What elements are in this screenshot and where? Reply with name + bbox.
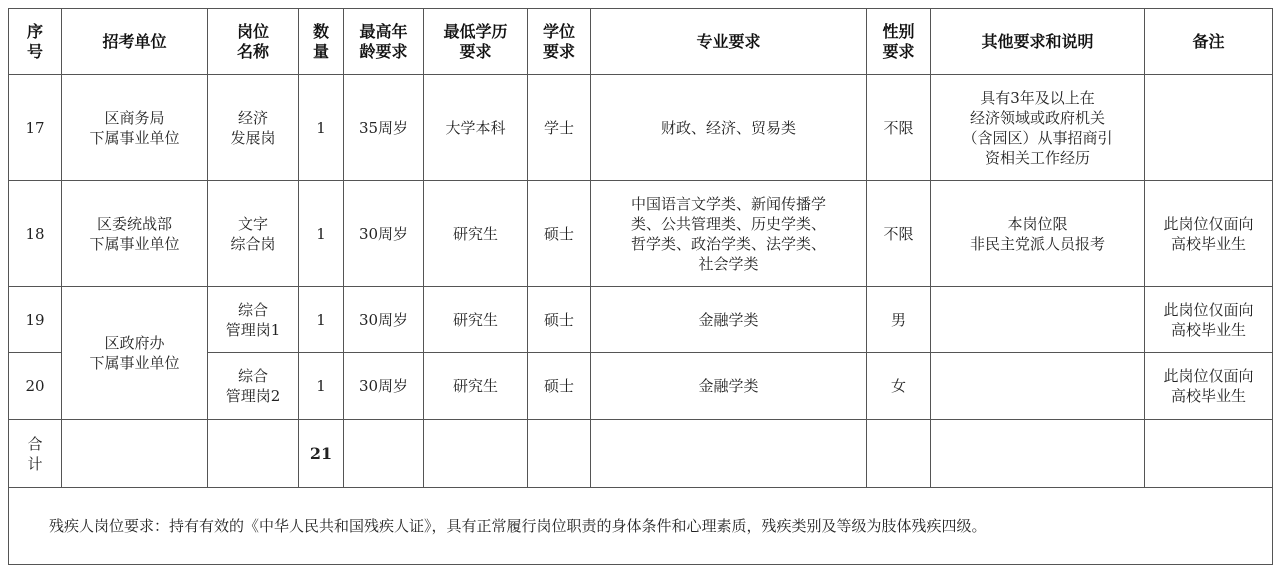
total-empty-cell xyxy=(62,420,208,488)
table-row xyxy=(9,181,1273,287)
cell-remark: 此岗位仅面向 高校毕业生 xyxy=(1145,181,1273,287)
total-empty-cell xyxy=(931,420,1145,488)
cell-position: 文字 综合岗 xyxy=(208,181,299,287)
header-other: 其他要求和说明 xyxy=(931,9,1145,75)
cell-seq: 20 xyxy=(9,353,62,420)
cell-remark: 此岗位仅面向 高校毕业生 xyxy=(1145,353,1273,420)
cell-max-age: 30周岁 xyxy=(344,353,424,420)
cell-degree: 学士 xyxy=(528,75,591,181)
header-unit: 招考单位 xyxy=(62,9,208,75)
cell-major: 中国语言文学类、新闻传播学 类、公共管理类、历史学类、 哲学类、政治学类、法学类、 社会学类 xyxy=(591,181,867,287)
cell-max-age: 30周岁 xyxy=(344,181,424,287)
total-empty-cell xyxy=(208,420,299,488)
header-degree: 学位 要求 xyxy=(528,9,591,75)
cell-position: 经济 发展岗 xyxy=(208,75,299,181)
cell-min-edu: 研究生 xyxy=(424,353,528,420)
cell-unit: 区政府办 下属事业单位 xyxy=(62,287,208,420)
cell-count: 1 xyxy=(299,287,344,353)
cell-other xyxy=(931,287,1145,353)
table-row xyxy=(9,287,1273,353)
cell-degree: 硕士 xyxy=(528,287,591,353)
cell-seq: 18 xyxy=(9,181,62,287)
total-label: 合 计 xyxy=(9,420,62,488)
cell-count: 1 xyxy=(299,353,344,420)
cell-max-age: 35周岁 xyxy=(344,75,424,181)
cell-gender: 男 xyxy=(867,287,931,353)
recruitment-table-container xyxy=(8,8,1272,565)
cell-gender: 不限 xyxy=(867,75,931,181)
total-empty-cell xyxy=(528,420,591,488)
cell-major: 金融学类 xyxy=(591,287,867,353)
cell-min-edu: 研究生 xyxy=(424,181,528,287)
cell-major: 财政、经济、贸易类 xyxy=(591,75,867,181)
cell-remark xyxy=(1145,75,1273,181)
cell-other xyxy=(931,353,1145,420)
cell-seq: 17 xyxy=(9,75,62,181)
cell-degree: 硕士 xyxy=(528,353,591,420)
table-row xyxy=(9,75,1273,181)
cell-min-edu: 研究生 xyxy=(424,287,528,353)
header-seq: 序 号 xyxy=(9,9,62,75)
header-major: 专业要求 xyxy=(591,9,867,75)
cell-unit: 区商务局 下属事业单位 xyxy=(62,75,208,181)
header-position: 岗位 名称 xyxy=(208,9,299,75)
header-remark: 备注 xyxy=(1145,9,1273,75)
cell-remark: 此岗位仅面向 高校毕业生 xyxy=(1145,287,1273,353)
table-header-row xyxy=(9,9,1273,75)
cell-gender: 女 xyxy=(867,353,931,420)
header-max-age: 最高年 龄要求 xyxy=(344,9,424,75)
note-row xyxy=(9,488,1273,565)
cell-position: 综合 管理岗1 xyxy=(208,287,299,353)
cell-other: 具有3年及以上在 经济领域或政府机关 （含园区）从事招商引 资相关工作经历 xyxy=(931,75,1145,181)
cell-min-edu: 大学本科 xyxy=(424,75,528,181)
total-empty-cell xyxy=(1145,420,1273,488)
total-empty-cell xyxy=(591,420,867,488)
total-count: 21 xyxy=(299,420,344,488)
cell-major: 金融学类 xyxy=(591,353,867,420)
recruitment-table xyxy=(8,8,1273,565)
cell-count: 1 xyxy=(299,75,344,181)
disability-note: 残疾人岗位要求：持有有效的《中华人民共和国残疾人证》，具有正常履行岗位职责的身体条件和心理素质，残疾类别及等级为肢体残疾四级。 xyxy=(9,488,1273,565)
cell-gender: 不限 xyxy=(867,181,931,287)
total-empty-cell xyxy=(867,420,931,488)
header-gender: 性别 要求 xyxy=(867,9,931,75)
cell-unit: 区委统战部 下属事业单位 xyxy=(62,181,208,287)
cell-count: 1 xyxy=(299,181,344,287)
total-row xyxy=(9,420,1273,488)
header-count: 数 量 xyxy=(299,9,344,75)
total-empty-cell xyxy=(344,420,424,488)
cell-degree: 硕士 xyxy=(528,181,591,287)
cell-other: 本岗位限 非民主党派人员报考 xyxy=(931,181,1145,287)
cell-seq: 19 xyxy=(9,287,62,353)
cell-position: 综合 管理岗2 xyxy=(208,353,299,420)
header-min-edu: 最低学历 要求 xyxy=(424,9,528,75)
total-empty-cell xyxy=(424,420,528,488)
cell-max-age: 30周岁 xyxy=(344,287,424,353)
